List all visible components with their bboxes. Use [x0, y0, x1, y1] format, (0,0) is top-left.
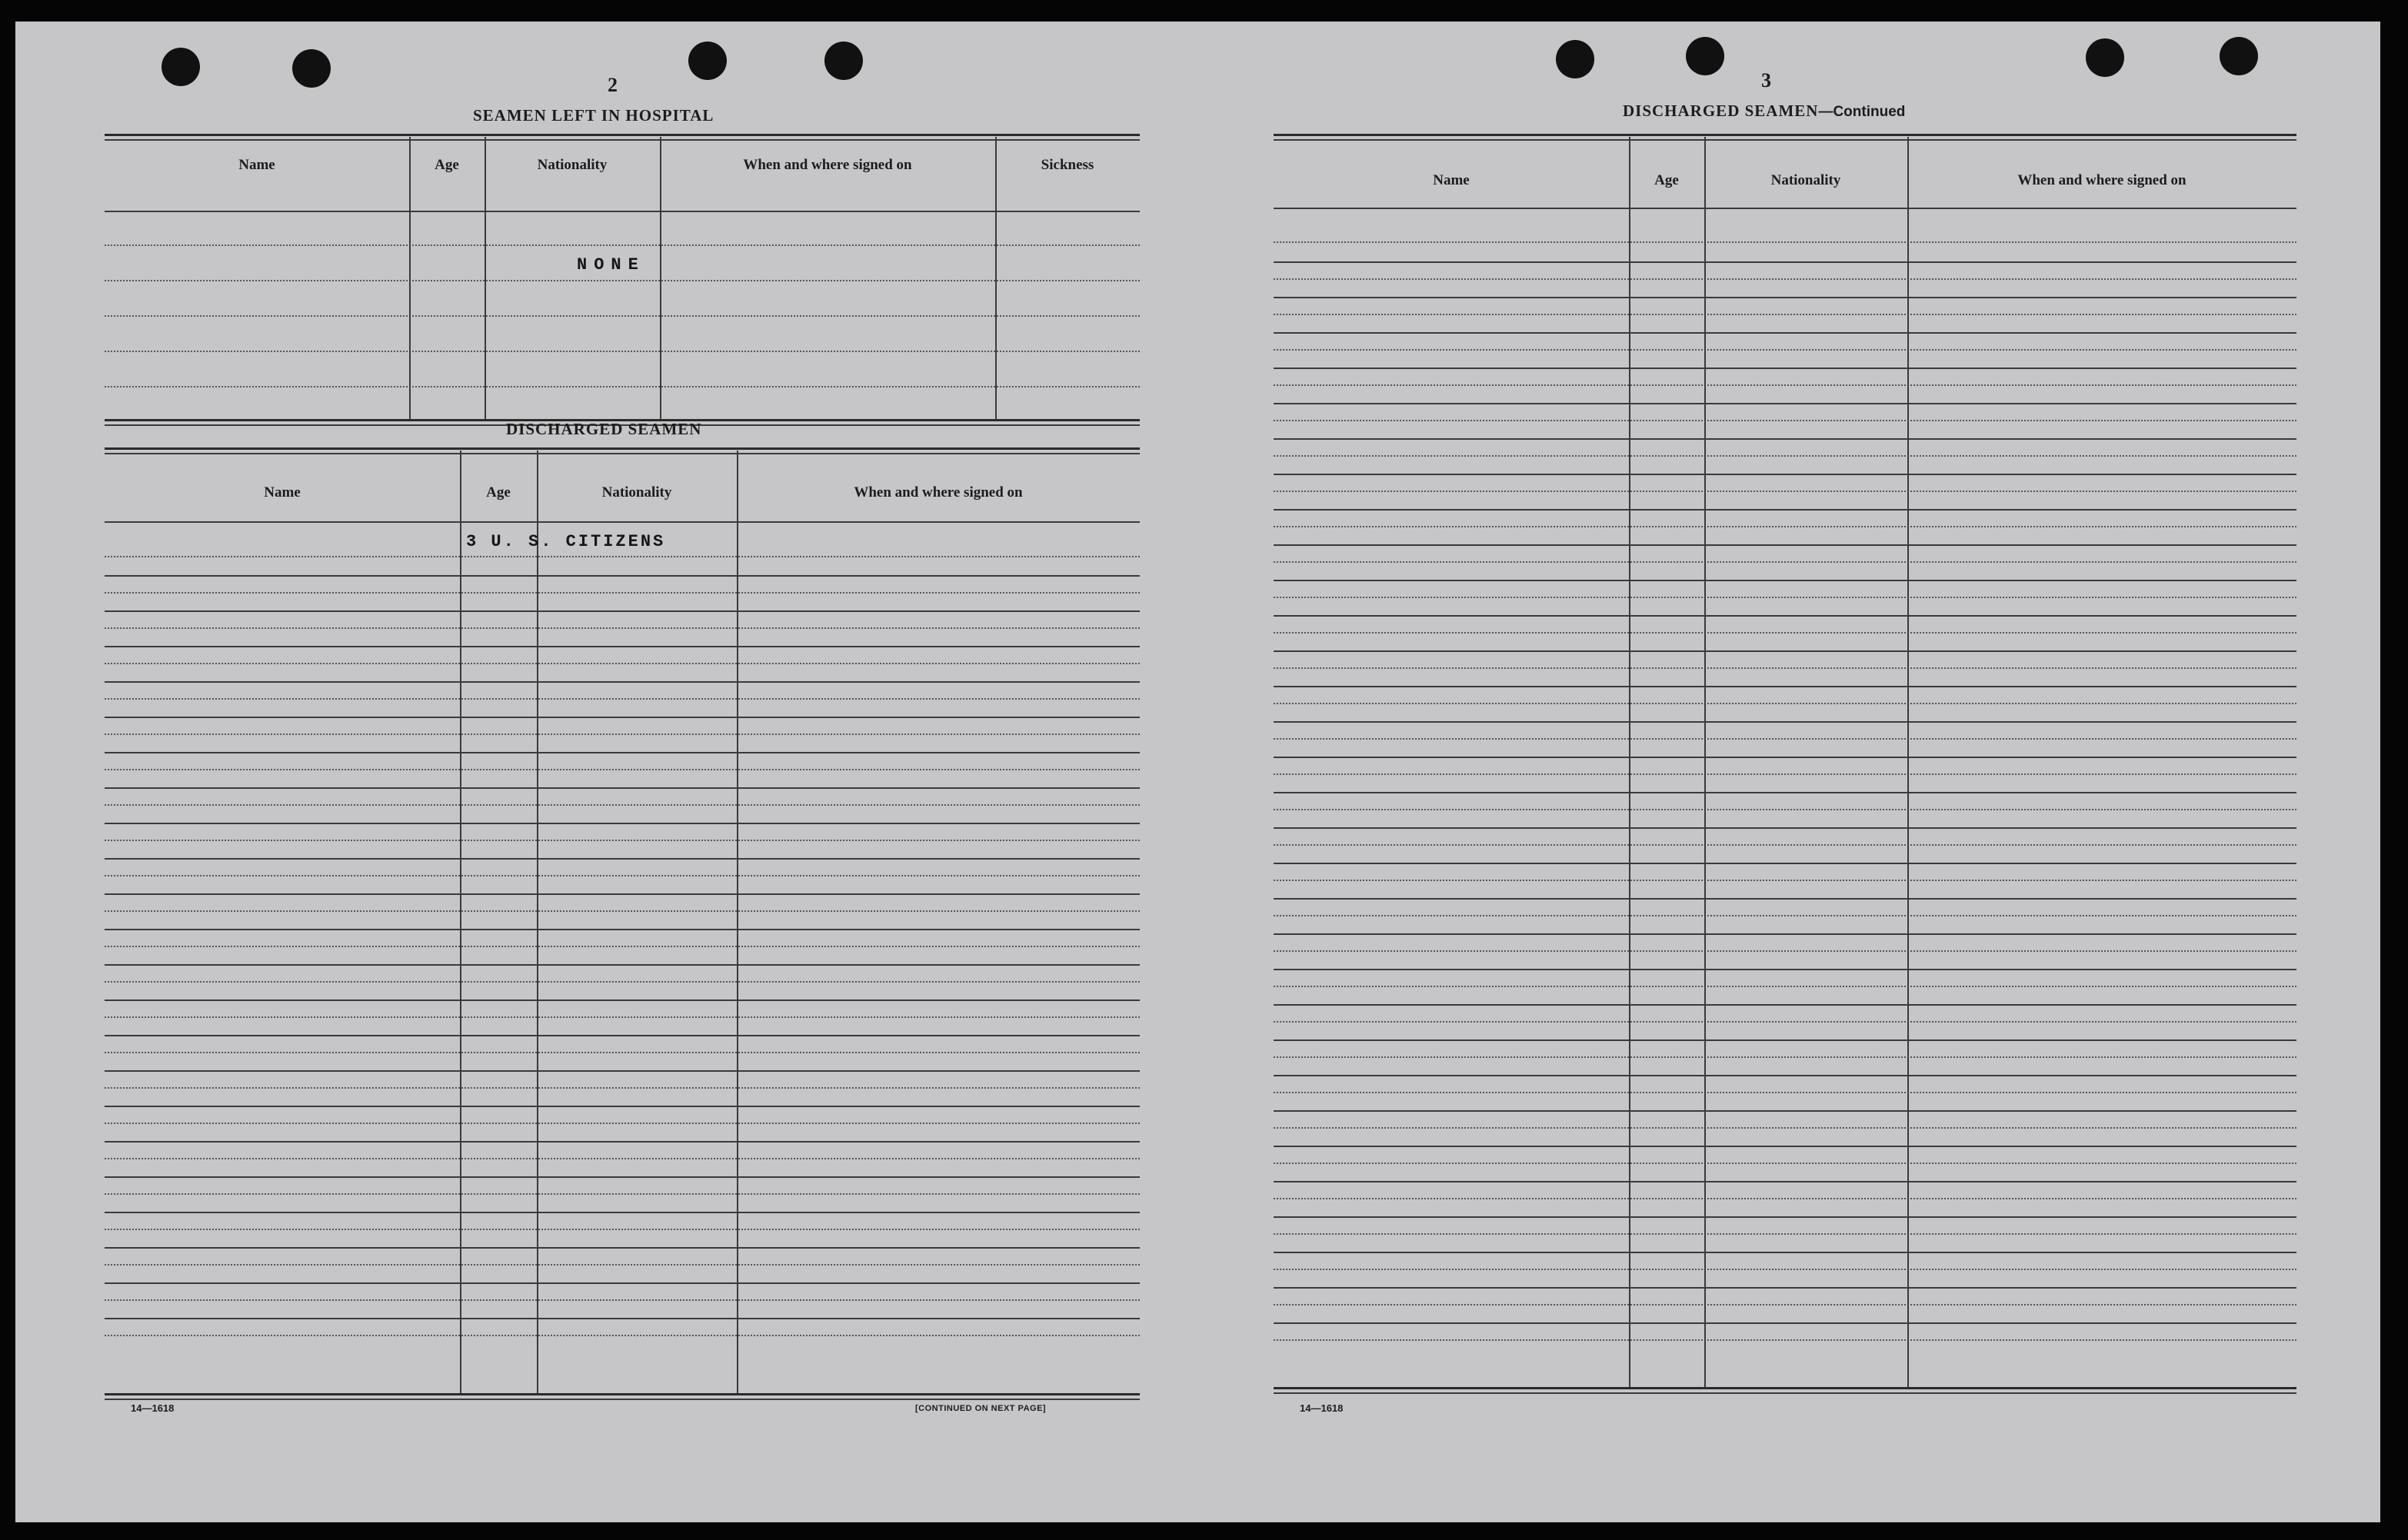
column-header-name: Name — [238, 157, 275, 173]
column-header-age: Age — [1654, 172, 1679, 188]
column-header-signed-on: When and where signed on — [854, 484, 1023, 501]
column-header-age: Age — [435, 157, 459, 173]
hospital-table — [105, 134, 1140, 422]
column-header-nationality: Nationality — [537, 157, 608, 173]
page-number: 3 — [1761, 69, 1771, 91]
column-header-sickness: Sickness — [1041, 157, 1094, 173]
hospital-entry: NONE — [577, 255, 645, 274]
column-header-nationality: Nationality — [1770, 172, 1841, 188]
page-number: 2 — [608, 74, 618, 96]
section-title-suffix: —Continued — [1818, 104, 1906, 120]
hospital-section-title: SEAMEN LEFT IN HOSPITAL — [473, 106, 714, 125]
discharged-continued-table — [1274, 134, 2296, 1392]
column-header-name: Name — [264, 484, 301, 501]
discharged-table — [105, 447, 1140, 1398]
column-header-signed-on: When and where signed on — [2017, 172, 2187, 188]
column-header-age: Age — [486, 484, 511, 501]
discharged-entry: 3 U. S. CITIZENS — [466, 532, 666, 551]
form-number: 14—1618 — [1300, 1402, 1344, 1414]
left-page — [15, 22, 1215, 1522]
document-sheet — [15, 22, 2380, 1522]
column-header-signed-on: When and where signed on — [743, 157, 912, 173]
continued-note: [CONTINUED ON NEXT PAGE] — [915, 1404, 1047, 1413]
form-number: 14—1618 — [131, 1402, 175, 1414]
section-title-main: DISCHARGED SEAMEN — [1623, 101, 1819, 120]
right-page — [1246, 22, 2380, 1522]
discharged-section-title: DISCHARGED SEAMEN — [506, 420, 702, 438]
discharged-continued-title — [1623, 101, 1905, 121]
column-header-name: Name — [1433, 172, 1470, 188]
column-header-nationality: Nationality — [601, 484, 672, 501]
